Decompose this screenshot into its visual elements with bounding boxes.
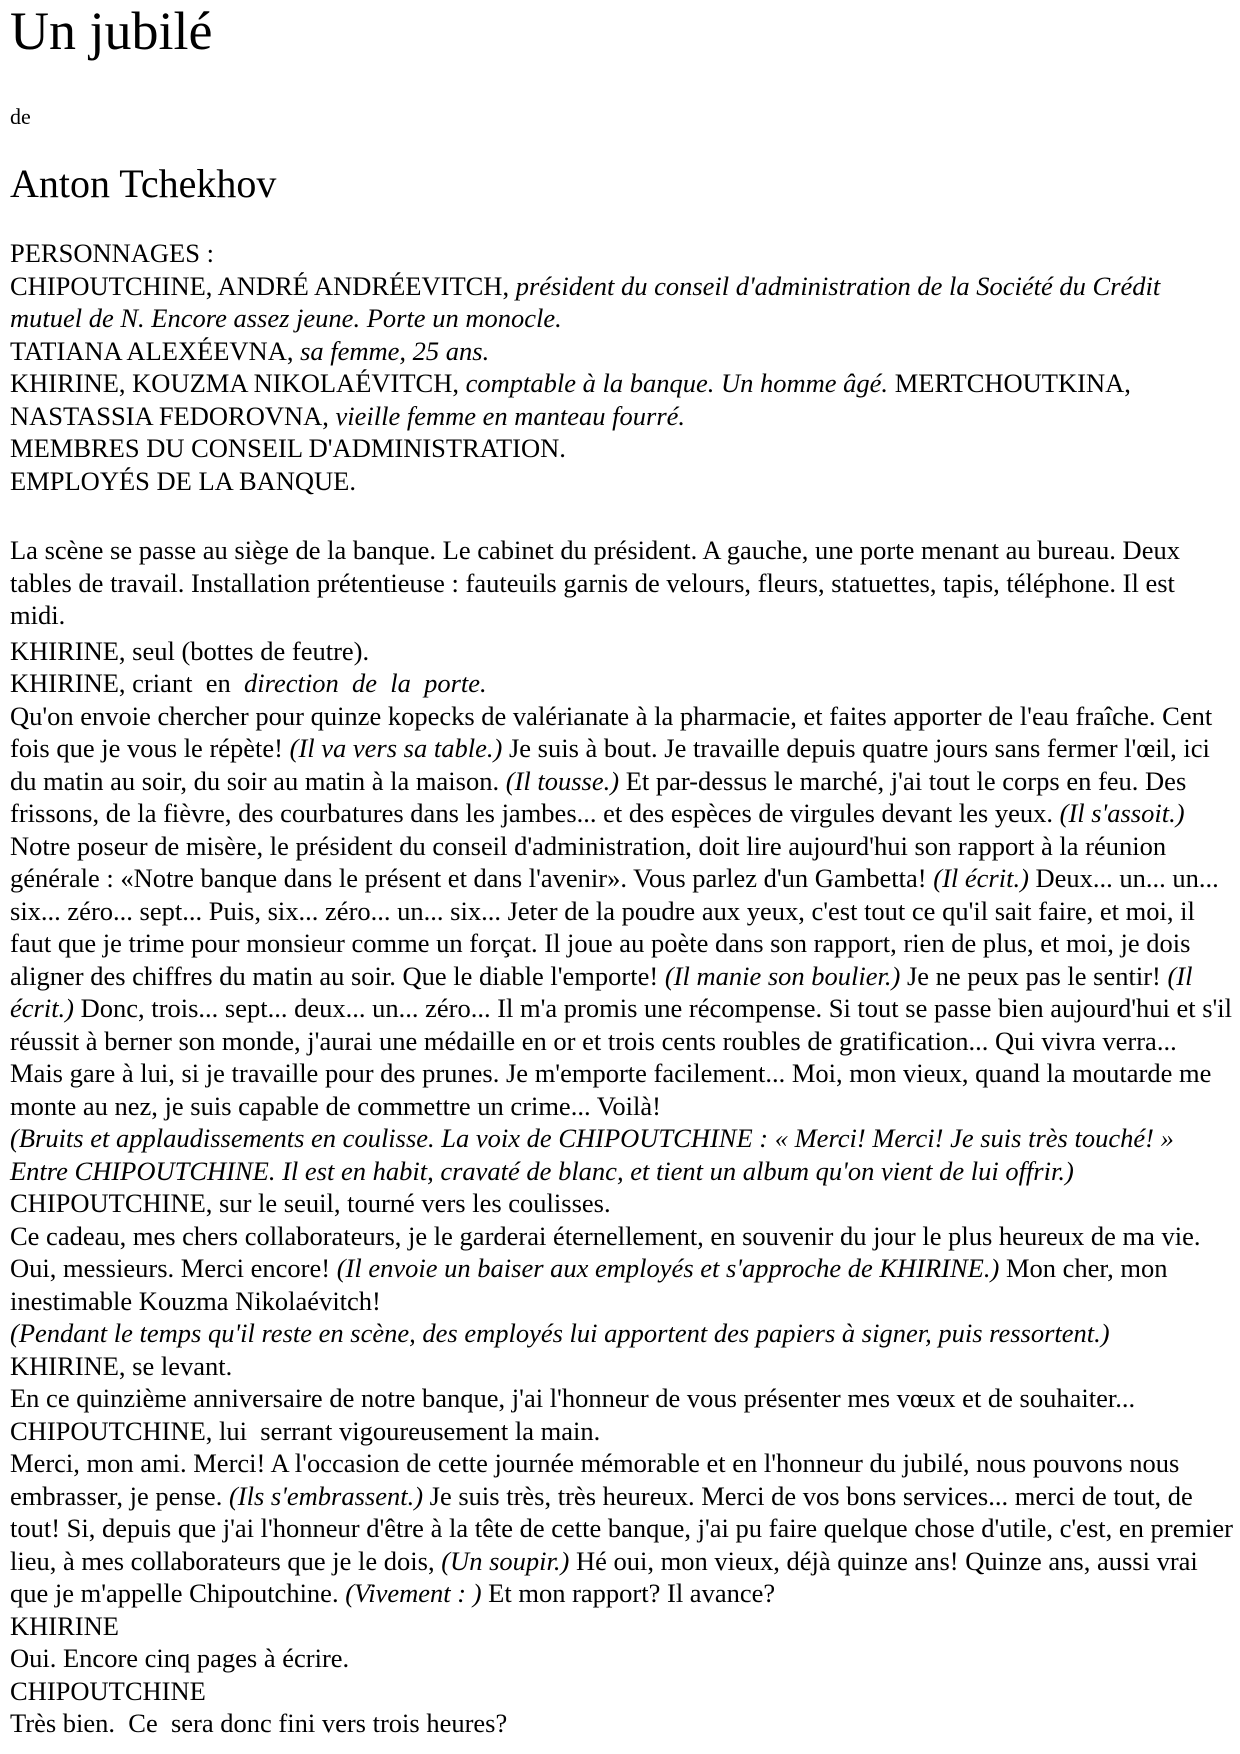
speaker-chipoutchine: [10, 1675, 1234, 1708]
dialogue-chipoutchine-thanks: [10, 1447, 1240, 1610]
text-run: CHIPOUTCHINE, ANDRÉ ANDRÉEVITCH,: [10, 270, 516, 301]
stage-direction-papers: [10, 1317, 1234, 1350]
stage-direction-run: (Il manie son boulier.): [664, 960, 901, 991]
dialogue-khirine-wishes: [10, 1382, 1234, 1415]
dialogue-chipoutchine-three-hours: [10, 1707, 1234, 1740]
stage-direction-run: sa femme, 25 ans.: [300, 335, 490, 366]
text-run: En ce quinzième anniversaire de notre banque, j'ai l'honneur de vous présenter mes vœux et de souhaiter...: [10, 1383, 1136, 1413]
text-run: Mon cher, mon inestimable Kouzma Nikolaévitch!: [10, 1253, 1175, 1316]
page-title: Un jubilé: [10, 1, 213, 61]
stage-direction-applause: [10, 1122, 1234, 1187]
text-run: Je suis très, très heureux. Merci de vos bons services... merci de tout, de tout! Si, depuis que j'ai l'honneur d'être à la tête de cette banque, j'ai pu faire quelque chose d'utile, c'est, en premier lieu, à mes collaborateurs que je le dois,: [10, 1480, 1240, 1576]
text-run: Je ne peux pas le sentir!: [900, 960, 1168, 991]
byline: de: [10, 104, 31, 129]
stage-direction-run: (Il écrit.): [10, 960, 1200, 1023]
text-run: KHIRINE, seul (bottes de feutre).: [10, 635, 370, 666]
stage-direction-run: (Ils s'embrassent.): [228, 1480, 424, 1511]
play-text: [10, 237, 1240, 1740]
speaker-chipoutchine-threshold: [10, 1187, 1234, 1220]
stage-direction-run: (Il s'assoit.): [1059, 798, 1185, 828]
author: Anton Tchekhov: [10, 161, 277, 206]
text-run: KHIRINE, se levant.: [10, 1350, 233, 1381]
text-run: Très bien. Ce sera donc fini vers trois heures?: [10, 1708, 508, 1738]
scene-description: [10, 534, 1234, 632]
text-run: MERTCHOUTKINA, NASTASSIA FEDOROVNA,: [10, 368, 1138, 431]
dialogue-chipoutchine-gift: [10, 1220, 1234, 1318]
stage-direction-run: (Il écrit.): [933, 863, 1029, 893]
stage-direction-run: (Il envoie un baiser aux employés et s'approche de KHIRINE.): [336, 1253, 1000, 1283]
text-run: Ce cadeau, mes chers collaborateurs, je le garderai éternellement, en souvenir du jour le plus heureux de ma vie. Oui, messieurs. Merci encore!: [10, 1220, 1208, 1283]
dialogue-khirine-pages: [10, 1642, 1234, 1675]
cast-list: [10, 237, 1234, 497]
text-run: CHIPOUTCHINE, sur le seuil, tourné vers les coulisses.: [10, 1188, 611, 1218]
stage-direction-run: comptable à la banque. Un homme âgé.: [465, 368, 889, 398]
dialogue-khirine-monologue: [10, 700, 1239, 1123]
stage-direction-run: (Bruits et applaudissements en coulisse. La voix de CHIPOUTCHINE : « Merci! Merci! Je suis très touché! » Entre CHIPOUTCHINE. Il est en habit, cravaté de blanc, et tient un album qu'on vient de lui offrir.): [10, 1123, 1181, 1186]
text-run: KHIRINE, KOUZMA NIKOLAÉVITCH,: [10, 368, 466, 398]
text-run: Et mon rapport? Il avance?: [481, 1578, 776, 1608]
stage-direction-run: (Un soupir.): [441, 1545, 570, 1576]
text-run: Donc, trois... sept... deux... un... zéro... Il m'a promis une récompense. Si tout se passe bien aujourd'hui et s'il réussit à berner son monde, j'aurai une médaille en or et trois cents roubles de gratification... Qui vivra verra... Mais gare à lui, si je travaille pour des prunes. Je m'emporte facilement... Moi, mon vieux, quand la moutarde me monte au nez, je suis capable de commettre un crime... Voilà!: [10, 993, 1239, 1121]
text-run: CHIPOUTCHINE: [10, 1675, 206, 1706]
text-run: EMPLOYÉS DE LA BANQUE.: [10, 465, 356, 496]
text-run: Notre poseur de misère, le président du conseil d'administration, doit lire aujourd'hui son rapport à la réunion générale : «Notre banque dans le présent et dans l'avenir». Vous parlez d'un Gambetta!: [10, 798, 1192, 893]
speaker-khirine-crying: [10, 667, 1234, 700]
text-run: TATIANA ALEXÉEVNA,: [10, 335, 301, 366]
stage-direction-run: président du conseil d'administration de la Société du Crédit mutuel de N. Encore assez jeune. Porte un monocle.: [10, 270, 1167, 333]
text-run: Merci, mon ami. Merci! A l'occasion de cette journée mémorable et en l'honneur du jubilé, nous pouvons nous embrasser, je pense.: [10, 1448, 1186, 1511]
stage-direction-run: (Pendant le temps qu'il reste en scène, des employés lui apportent des papiers à signer, puis ressortent.): [10, 1318, 1110, 1348]
text-run: Hé oui, mon vieux, déjà quinze ans! Quinze ans, aussi vrai que je m'appelle Chipoutchine.: [10, 1545, 1205, 1608]
stage-direction-run: (Il tousse.): [505, 765, 620, 796]
text-run: CHIPOUTCHINE, lui serrant vigoureusement la main.: [10, 1415, 601, 1446]
stage-direction-khirine-alone: [10, 635, 1234, 668]
text-run: Deux... un... un... six... zéro... sept... Puis, six... zéro... un... six... Jeter de la poudre aux yeux, c'est tout ce qu'il sait faire, et moi, il faut que je trime pour monsieur comme un forçat. Il joue au poète dans son rapport, rien de plus, et moi, je dois aligner des chiffres du matin au soir. Que le diable l'emporte!: [10, 863, 1226, 991]
stage-direction-run: (Vivement : ): [345, 1578, 482, 1608]
text-run: KHIRINE: [10, 1610, 119, 1641]
text-run: PERSONNAGES :: [10, 238, 214, 268]
text-run: KHIRINE, criant en: [10, 668, 245, 698]
stage-direction-run: (Il va vers sa table.): [289, 733, 503, 763]
text-run: Qu'on envoie chercher pour quinze kopecks de valérianate à la pharmacie, et faites apporter de l'eau fraîche. Cent fois que je vous le répète!: [10, 700, 1219, 763]
text-run: MEMBRES DU CONSEIL D'ADMINISTRATION.: [10, 433, 566, 463]
stage-direction-run: vieille femme en manteau fourré.: [335, 400, 686, 431]
text-run: La scène se passe au siège de la banque. Le cabinet du président. A gauche, une porte menant au bureau. Deux tables de travail. Installation prétentieuse : fauteuils garnis de velours, fleurs, statuettes, tapis, téléphone. Il est midi.: [10, 535, 1187, 630]
stage-direction-run: direction de la porte.: [244, 668, 487, 698]
text-run: Je suis à bout. Je travaille depuis quatre jours sans fermer l'œil, ici du matin au soir, du soir au matin à la maison.: [10, 733, 1217, 796]
speaker-chipoutchine-handshake: [10, 1415, 1234, 1448]
text-run: Oui. Encore cinq pages à écrire.: [10, 1643, 350, 1673]
speaker-khirine-rising: [10, 1350, 1234, 1383]
text-run: Et par-dessus le marché, j'ai tout le corps en feu. Des frissons, de la fièvre, des courbatures dans les jambes... et des espèces de virgules devant les yeux.: [10, 765, 1193, 828]
document: [10, 0, 1240, 1740]
speaker-khirine: [10, 1610, 1234, 1643]
